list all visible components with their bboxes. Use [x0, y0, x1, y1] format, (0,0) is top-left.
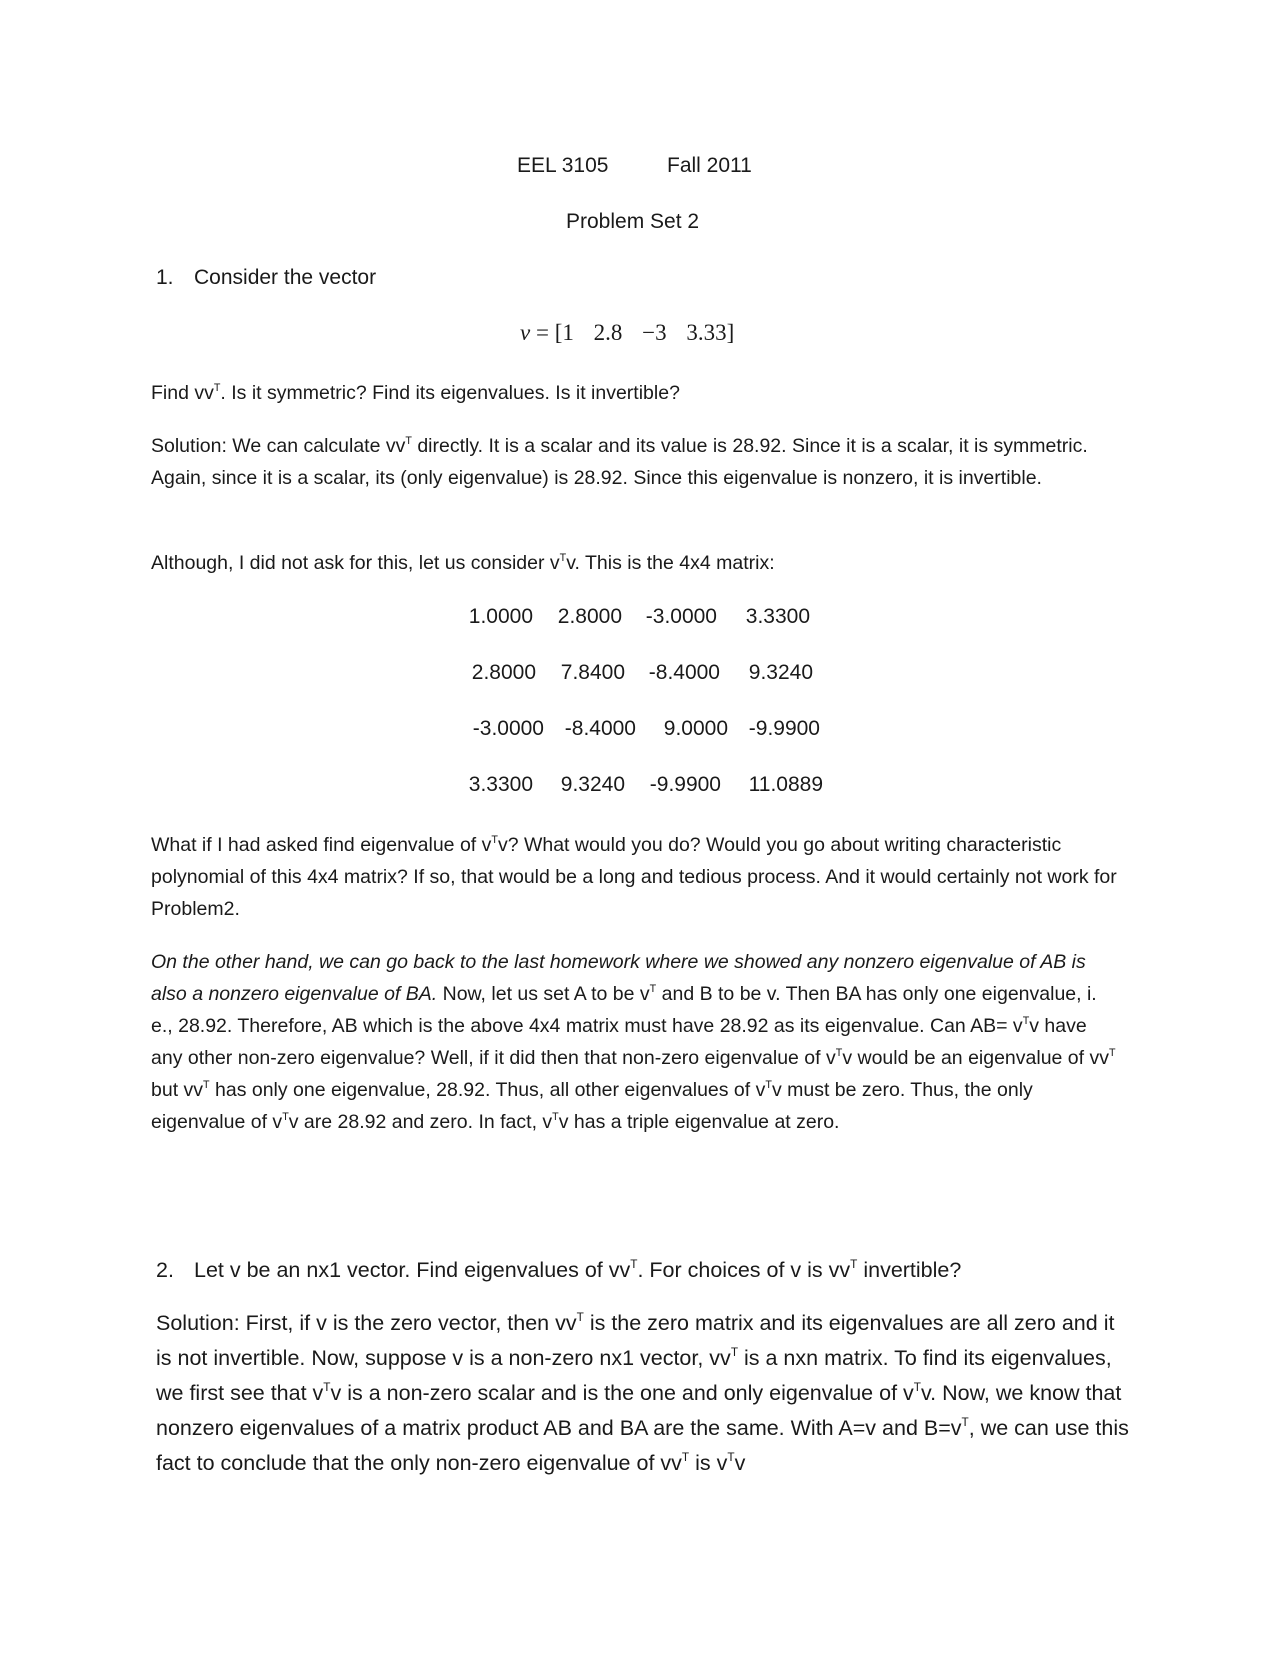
problem-2-solution: Solution: First, if v is the zero vector, then $vv^T$ is the zero matrix and its eigenvalues are all zero and it is not invertible. Now, suppose v is a non-zero nx1 vector, $vv^T$ is a nxn matrix. To find its eigenvalues, we first see that $v^Tv$ is a non-zero scalar and is the one and only eigenvalue of $v^Tv$. Now, we know that nonzero eigenvalues of a matrix product AB and BA are the same. With A=v and $B=v^T$, we can use this fact to conclude that the only non-zero eigenvalue of $vv^T$ is $v^Tv$	[156, 1310, 1129, 1475]
matrix-cell: -8.4000	[564, 717, 636, 740]
problem-2-question: Let v be an nx1 vector. Find eigenvalues of $vv^T$. For choices of v is $vv^T$ invertible?	[194, 1257, 962, 1282]
vector-e2: 2.8	[593, 320, 623, 345]
problem-1-followup: What if I had asked find eigenvalue of $v^Tv$? What would you do? Would you go about writing characteristic polynomial of this 4x4 matrix? If so, that would be a long and tedious process. And it would certainly not work for Problem2.	[151, 833, 1117, 920]
matrix-cell: 9.3240	[748, 661, 813, 684]
vector-e1: [1	[554, 320, 574, 345]
term: Fall 2011	[667, 154, 752, 177]
matrix-cell: 2.8000	[557, 605, 622, 628]
matrix-cell: 3.3300	[745, 605, 810, 628]
matrix-cell: 7.8400	[560, 661, 625, 684]
vector-lhs: v	[520, 320, 531, 345]
vector-equation	[520, 320, 734, 346]
matrix-cell: -3.0000	[645, 605, 717, 628]
matrix-cell: 9.3240	[560, 773, 625, 796]
vector-e3: −3	[642, 320, 667, 345]
problem-1-prompt: Consider the vector	[194, 266, 377, 289]
matrix-row	[462, 715, 820, 743]
problem-1-argument: On the other hand, we can go back to the last homework where we showed any nonzero eigenvalue of AB is also a nonzero eigenvalue of BA. Now, let us set A to be $v^T$ and B to be v. Then BA has only one eigenvalue, i. e., 28.92. Therefore, AB which is the above 4x4 matrix must have 28.92 as its eigenvalue. Can $AB= v^Tv$ have any other non-zero eigenvalue? Well, if it did then that non-zero eigenvalue of $v^Tv$ would be an eigenvalue of $vv^T$ but $vv^T$ has only one eigenvalue, 28.92. Thus, all other eigenvalues of $v^Tv$ must be zero. Thus, the only eigenvalue of $v^Tv$ are 28.92 and zero. In fact, $v^Tv$ has a triple eigenvalue at zero.	[151, 951, 1116, 1133]
matrix-cell: 3.3300	[468, 773, 533, 796]
problem-1-question: Find $vv^T$. Is it symmetric? Find its eigenvalues. Is it invertible?	[151, 381, 680, 404]
problem-1-solution: Solution: We can calculate $vv^T$ directly. It is a scalar and its value is 28.92. Since it is a scalar, it is symmetric. Again, since it is a scalar, its (only eigenvalue) is 28.92. Since this eigenvalue is nonzero, it is invertible.	[151, 434, 1088, 489]
matrix-cell: 11.0889	[748, 773, 823, 796]
course-code: EEL 3105	[517, 154, 609, 177]
problem-1-number: 1.	[156, 266, 174, 289]
problem-1-aside: Although, I did not ask for this, let us consider $v^Tv$. This is the 4x4 matrix:	[151, 551, 775, 574]
matrix-cell: -3.0000	[472, 717, 544, 740]
matrix-cell: 2.8000	[471, 661, 536, 684]
matrix-cell: -8.4000	[648, 661, 720, 684]
vector-e4: 3.33]	[686, 320, 735, 345]
matrix-cell: -9.9900	[649, 773, 721, 796]
matrix-cell: 1.0000	[468, 605, 533, 628]
matrix-cell: 9.0000	[663, 717, 728, 740]
matrix-row	[462, 771, 823, 799]
matrix-row	[465, 659, 813, 687]
matrix-cell: -9.9900	[748, 717, 820, 740]
matrix-row	[462, 603, 810, 631]
page-title: Problem Set 2	[566, 210, 700, 233]
vector-eq: =	[535, 320, 549, 345]
problem-2-number: 2.	[156, 1258, 174, 1282]
